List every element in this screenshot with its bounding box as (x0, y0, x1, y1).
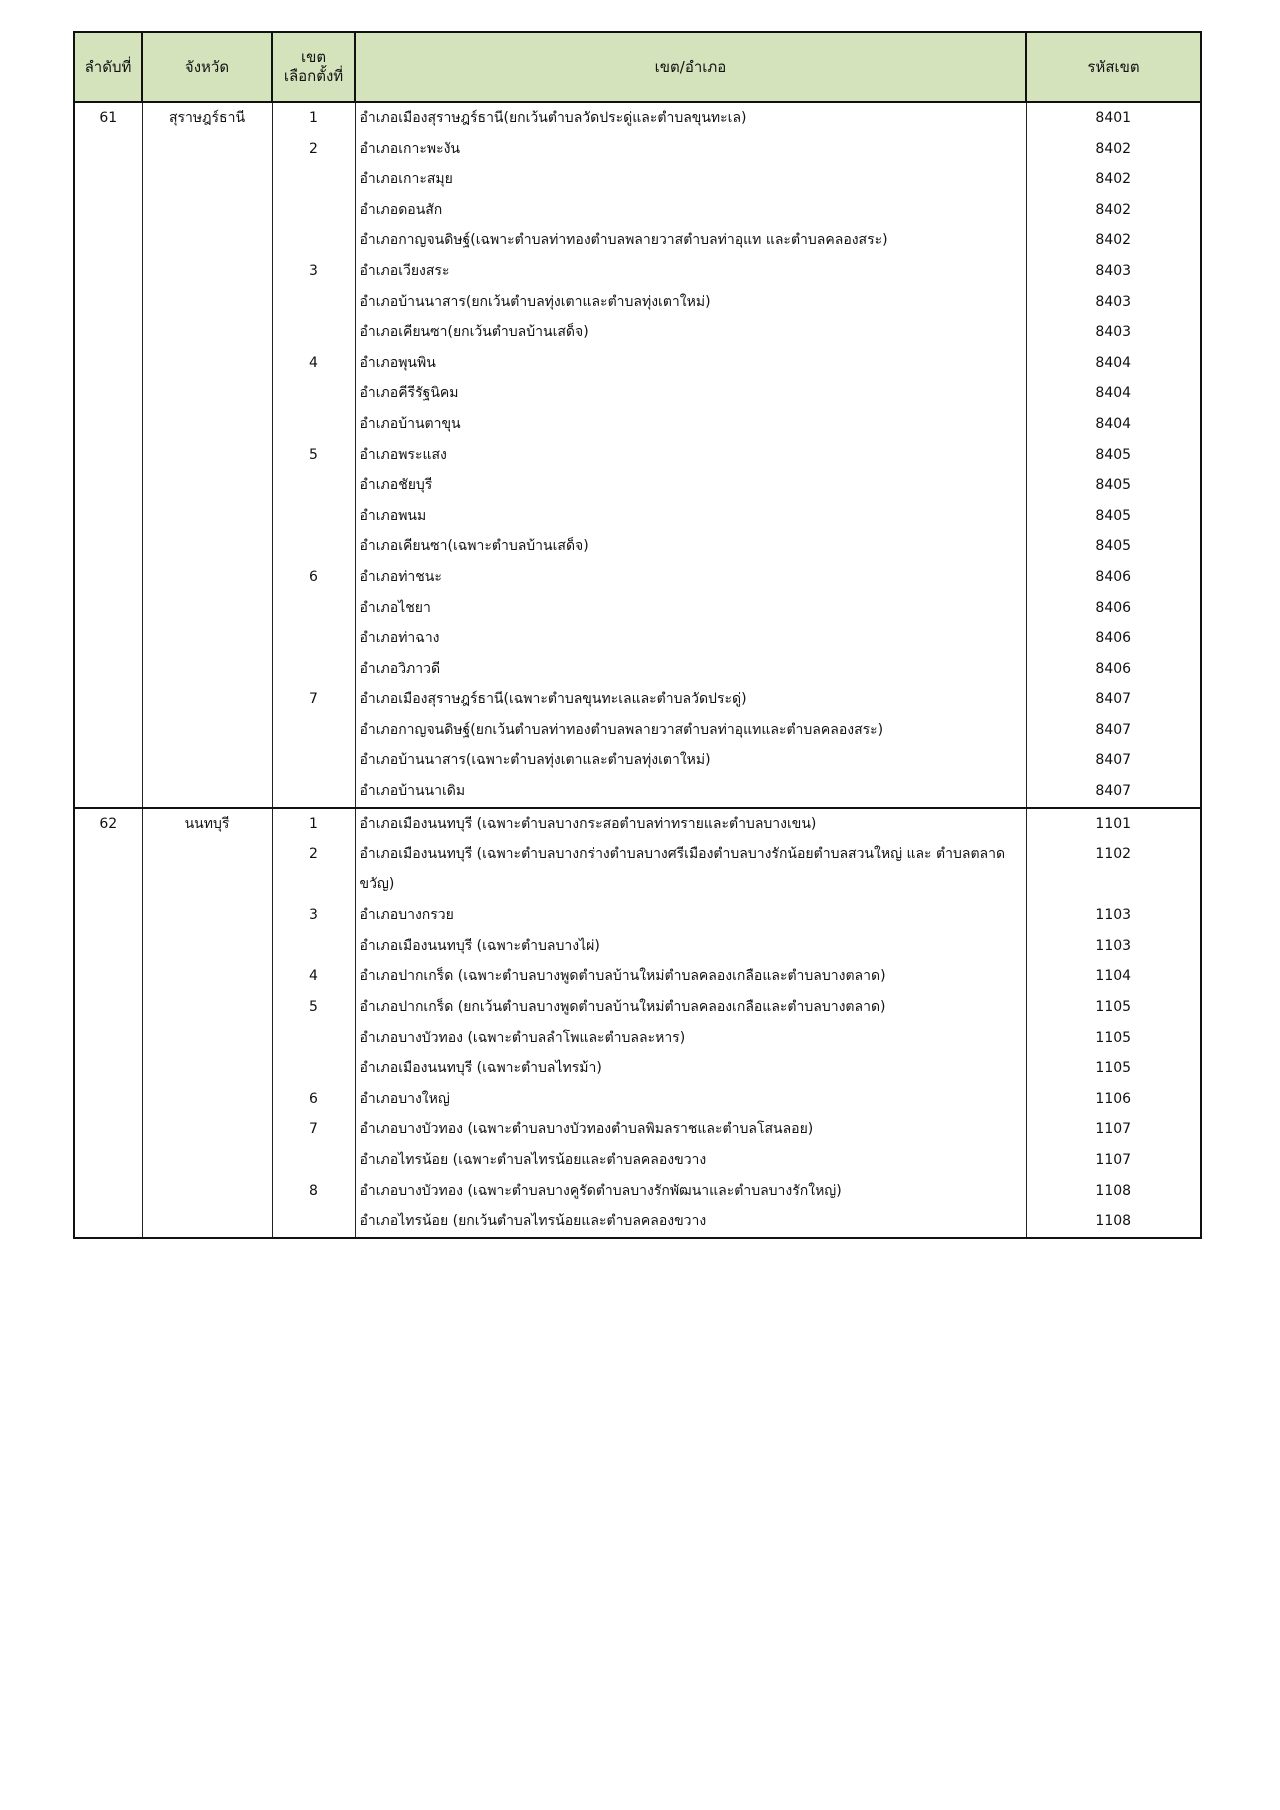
table-row (74, 134, 1201, 165)
cell-code: 8405 (1026, 440, 1201, 471)
cell-seq: 61 (74, 102, 142, 134)
cell-seq (74, 440, 142, 471)
cell-district: อำเภอพุนพิน (355, 348, 1026, 379)
cell-province (142, 715, 272, 746)
table-row (74, 654, 1201, 685)
cell-zone (272, 470, 355, 501)
header-zone: เขต เลือกตั้งที่ (272, 32, 355, 102)
cell-seq (74, 1176, 142, 1207)
cell-province (142, 1114, 272, 1145)
cell-code: 1105 (1026, 992, 1201, 1023)
cell-district: อำเภอเมืองนนทบุรี (เฉพาะตำบลบางไผ่) (355, 931, 1026, 962)
cell-seq (74, 684, 142, 715)
table-row (74, 102, 1201, 134)
cell-code: 1102 (1026, 839, 1201, 900)
cell-district: อำเภอบ้านนาเดิม (355, 776, 1026, 808)
cell-code: 1101 (1026, 808, 1201, 840)
cell-province: สุราษฎร์ธานี (142, 102, 272, 134)
cell-seq (74, 839, 142, 900)
table-row (74, 440, 1201, 471)
cell-province (142, 654, 272, 685)
cell-zone (272, 531, 355, 562)
cell-zone (272, 378, 355, 409)
cell-code: 8405 (1026, 470, 1201, 501)
cell-code: 1103 (1026, 931, 1201, 962)
cell-district: อำเภอเมืองนนทบุรี (เฉพาะตำบลบางกระสอตำบลท่าทรายและตำบลบางเขน) (355, 808, 1026, 840)
cell-seq (74, 501, 142, 532)
cell-province (142, 348, 272, 379)
cell-zone: 3 (272, 256, 355, 287)
cell-zone (272, 1053, 355, 1084)
cell-district: อำเภอบางบัวทอง (เฉพาะตำบลบางบัวทองตำบลพิมลราชและตำบลโสนลอย) (355, 1114, 1026, 1145)
cell-province (142, 531, 272, 562)
cell-province (142, 134, 272, 165)
table-row (74, 348, 1201, 379)
cell-code: 8406 (1026, 593, 1201, 624)
cell-province (142, 378, 272, 409)
cell-seq (74, 256, 142, 287)
cell-code: 8404 (1026, 378, 1201, 409)
cell-code: 8407 (1026, 776, 1201, 808)
cell-district: อำเภอกาญจนดิษฐ์(เฉพาะตำบลท่าทองตำบลพลายวาสตำบลท่าอุแท และตำบลคลองสระ) (355, 225, 1026, 256)
table-row (74, 287, 1201, 318)
cell-zone: 8 (272, 1176, 355, 1207)
cell-zone: 2 (272, 134, 355, 165)
cell-district: อำเภอบางใหญ่ (355, 1084, 1026, 1115)
cell-zone (272, 1206, 355, 1238)
cell-province (142, 745, 272, 776)
header-district: เขต/อำเภอ (355, 32, 1026, 102)
cell-district: อำเภอเคียนซา(ยกเว้นตำบลบ้านเสด็จ) (355, 317, 1026, 348)
cell-zone (272, 623, 355, 654)
cell-seq (74, 225, 142, 256)
cell-seq (74, 900, 142, 931)
cell-code: 1107 (1026, 1114, 1201, 1145)
cell-district: อำเภอชัยบุรี (355, 470, 1026, 501)
cell-zone (272, 164, 355, 195)
cell-district: อำเภอไชยา (355, 593, 1026, 624)
cell-seq (74, 1023, 142, 1054)
table-row (74, 317, 1201, 348)
table-row (74, 715, 1201, 746)
cell-code: 8406 (1026, 654, 1201, 685)
cell-code: 1105 (1026, 1053, 1201, 1084)
district-table (73, 31, 1202, 1239)
cell-seq (74, 470, 142, 501)
cell-province (142, 623, 272, 654)
table-row (74, 1114, 1201, 1145)
cell-seq (74, 654, 142, 685)
cell-seq (74, 1084, 142, 1115)
cell-district: อำเภอบางกรวย (355, 900, 1026, 931)
table-row (74, 409, 1201, 440)
cell-code: 1108 (1026, 1176, 1201, 1207)
cell-province (142, 992, 272, 1023)
cell-zone: 3 (272, 900, 355, 931)
cell-code: 1107 (1026, 1145, 1201, 1176)
cell-province (142, 1084, 272, 1115)
cell-zone (272, 745, 355, 776)
table-row (74, 623, 1201, 654)
cell-seq (74, 961, 142, 992)
cell-seq (74, 1145, 142, 1176)
cell-province (142, 1145, 272, 1176)
cell-district: อำเภอคีรีรัฐนิคม (355, 378, 1026, 409)
cell-seq (74, 531, 142, 562)
cell-code: 8403 (1026, 256, 1201, 287)
cell-zone: 4 (272, 961, 355, 992)
cell-seq (74, 287, 142, 318)
cell-code: 8402 (1026, 225, 1201, 256)
cell-code: 1106 (1026, 1084, 1201, 1115)
cell-zone (272, 195, 355, 226)
cell-zone: 2 (272, 839, 355, 900)
cell-zone (272, 317, 355, 348)
cell-zone: 7 (272, 1114, 355, 1145)
cell-zone (272, 654, 355, 685)
cell-district: อำเภอเกาะพะงัน (355, 134, 1026, 165)
table-row (74, 1053, 1201, 1084)
cell-province (142, 931, 272, 962)
cell-code: 8404 (1026, 409, 1201, 440)
table-row (74, 195, 1201, 226)
table-row (74, 531, 1201, 562)
table-row (74, 470, 1201, 501)
cell-province (142, 1206, 272, 1238)
cell-province (142, 195, 272, 226)
table-header (74, 32, 1201, 102)
table-row (74, 1084, 1201, 1115)
cell-province (142, 776, 272, 808)
cell-code: 8401 (1026, 102, 1201, 134)
cell-seq (74, 593, 142, 624)
cell-code: 8403 (1026, 317, 1201, 348)
cell-code: 1104 (1026, 961, 1201, 992)
table-row (74, 1145, 1201, 1176)
table-row (74, 931, 1201, 962)
table-row (74, 745, 1201, 776)
cell-province (142, 470, 272, 501)
header-province: จังหวัด (142, 32, 272, 102)
cell-district: อำเภอปากเกร็ด (เฉพาะตำบลบางพูดตำบลบ้านใหม่ตำบลคลองเกลือและตำบลบางตลาด) (355, 961, 1026, 992)
cell-code: 1108 (1026, 1206, 1201, 1238)
cell-zone: 7 (272, 684, 355, 715)
cell-district: อำเภอปากเกร็ด (ยกเว้นตำบลบางพูดตำบลบ้านใหม่ตำบลคลองเกลือและตำบลบางตลาด) (355, 992, 1026, 1023)
cell-zone: 5 (272, 440, 355, 471)
cell-district: อำเภอบางบัวทอง (เฉพาะตำบลลำโพและตำบลละหาร) (355, 1023, 1026, 1054)
table-row (74, 808, 1201, 840)
cell-zone (272, 593, 355, 624)
table-row (74, 562, 1201, 593)
cell-province (142, 440, 272, 471)
cell-province (142, 287, 272, 318)
cell-code: 8406 (1026, 562, 1201, 593)
cell-province (142, 409, 272, 440)
cell-district: อำเภอท่าชนะ (355, 562, 1026, 593)
header-code: รหัสเขต (1026, 32, 1201, 102)
cell-province (142, 593, 272, 624)
cell-code: 8402 (1026, 134, 1201, 165)
cell-seq (74, 776, 142, 808)
cell-seq (74, 317, 142, 348)
cell-zone (272, 501, 355, 532)
cell-province: นนทบุรี (142, 808, 272, 840)
cell-code: 8407 (1026, 715, 1201, 746)
cell-zone (272, 715, 355, 746)
cell-district: อำเภอไทรน้อย (ยกเว้นตำบลไทรน้อยและตำบลคลองขวาง (355, 1206, 1026, 1238)
table-row (74, 1176, 1201, 1207)
cell-district: อำเภอพระแสง (355, 440, 1026, 471)
cell-province (142, 317, 272, 348)
cell-district: อำเภอเกาะสมุย (355, 164, 1026, 195)
table-row (74, 501, 1201, 532)
cell-province (142, 900, 272, 931)
cell-seq (74, 931, 142, 962)
table-row (74, 378, 1201, 409)
cell-district: อำเภอดอนสัก (355, 195, 1026, 226)
table-row (74, 1206, 1201, 1238)
table-row (74, 900, 1201, 931)
cell-district: อำเภอเมืองสุราษฎร์ธานี(เฉพาะตำบลขุนทะเลและตำบลวัดประดู่) (355, 684, 1026, 715)
cell-seq (74, 1114, 142, 1145)
cell-code: 8407 (1026, 745, 1201, 776)
cell-district: อำเภอเวียงสระ (355, 256, 1026, 287)
cell-seq (74, 378, 142, 409)
cell-district: อำเภอพนม (355, 501, 1026, 532)
cell-seq (74, 1206, 142, 1238)
cell-zone (272, 409, 355, 440)
cell-zone (272, 225, 355, 256)
cell-code: 8407 (1026, 684, 1201, 715)
cell-code: 8402 (1026, 195, 1201, 226)
cell-zone (272, 1023, 355, 1054)
cell-province (142, 961, 272, 992)
cell-seq (74, 992, 142, 1023)
cell-zone: 6 (272, 1084, 355, 1115)
table-row (74, 225, 1201, 256)
cell-province (142, 164, 272, 195)
cell-code: 8405 (1026, 531, 1201, 562)
cell-province (142, 501, 272, 532)
cell-seq (74, 623, 142, 654)
cell-zone: 1 (272, 102, 355, 134)
cell-district: อำเภอกาญจนดิษฐ์(ยกเว้นตำบลท่าทองตำบลพลายวาสตำบลท่าอุแทและตำบลคลองสระ) (355, 715, 1026, 746)
cell-code: 8403 (1026, 287, 1201, 318)
cell-code: 8405 (1026, 501, 1201, 532)
cell-province (142, 839, 272, 900)
table-row (74, 839, 1201, 900)
cell-seq (74, 745, 142, 776)
cell-code: 1103 (1026, 900, 1201, 931)
cell-zone: 5 (272, 992, 355, 1023)
cell-province (142, 562, 272, 593)
cell-code: 8404 (1026, 348, 1201, 379)
cell-province (142, 1023, 272, 1054)
table-row (74, 256, 1201, 287)
cell-seq (74, 562, 142, 593)
cell-province (142, 1176, 272, 1207)
cell-code: 8406 (1026, 623, 1201, 654)
cell-zone: 6 (272, 562, 355, 593)
table-row (74, 961, 1201, 992)
table-body (74, 102, 1201, 1238)
cell-zone (272, 1145, 355, 1176)
cell-district: อำเภอเมืองสุราษฎร์ธานี(ยกเว้นตำบลวัดประดู่และตำบลขุนทะเล) (355, 102, 1026, 134)
cell-seq: 62 (74, 808, 142, 840)
table-row (74, 1023, 1201, 1054)
cell-seq (74, 348, 142, 379)
cell-zone (272, 931, 355, 962)
cell-district: อำเภอวิภาวดี (355, 654, 1026, 685)
cell-zone: 4 (272, 348, 355, 379)
cell-zone: 1 (272, 808, 355, 840)
cell-district: อำเภอบ้านตาขุน (355, 409, 1026, 440)
cell-district: อำเภอไทรน้อย (เฉพาะตำบลไทรน้อยและตำบลคลองขวาง (355, 1145, 1026, 1176)
cell-district: อำเภอเมืองนนทบุรี (เฉพาะตำบลไทรม้า) (355, 1053, 1026, 1084)
cell-seq (74, 195, 142, 226)
cell-province (142, 684, 272, 715)
cell-seq (74, 1053, 142, 1084)
cell-district: อำเภอบ้านนาสาร(เฉพาะตำบลทุ่งเตาและตำบลทุ่งเตาใหม่) (355, 745, 1026, 776)
cell-zone (272, 287, 355, 318)
cell-district: อำเภอบ้านนาสาร(ยกเว้นตำบลทุ่งเตาและตำบลทุ่งเตาใหม่) (355, 287, 1026, 318)
table-row (74, 776, 1201, 808)
cell-seq (74, 134, 142, 165)
table-row (74, 593, 1201, 624)
cell-province (142, 225, 272, 256)
cell-district: อำเภอเคียนซา(เฉพาะตำบลบ้านเสด็จ) (355, 531, 1026, 562)
cell-district: อำเภอเมืองนนทบุรี (เฉพาะตำบลบางกร่างตำบลบางศรีเมืองตำบลบางรักน้อยตำบลสวนใหญ่ และ ตำบลตลาดขวัญ) (355, 839, 1026, 900)
table-row (74, 992, 1201, 1023)
cell-seq (74, 409, 142, 440)
cell-seq (74, 164, 142, 195)
table-row (74, 164, 1201, 195)
cell-seq (74, 715, 142, 746)
cell-zone (272, 776, 355, 808)
cell-district: อำเภอท่าฉาง (355, 623, 1026, 654)
cell-code: 8402 (1026, 164, 1201, 195)
cell-province (142, 1053, 272, 1084)
table-row (74, 684, 1201, 715)
cell-province (142, 256, 272, 287)
cell-district: อำเภอบางบัวทอง (เฉพาะตำบลบางคูรัดตำบลบางรักพัฒนาและตำบลบางรักใหญ่) (355, 1176, 1026, 1207)
cell-code: 1105 (1026, 1023, 1201, 1054)
header-seq: ลำดับที่ (74, 32, 142, 102)
